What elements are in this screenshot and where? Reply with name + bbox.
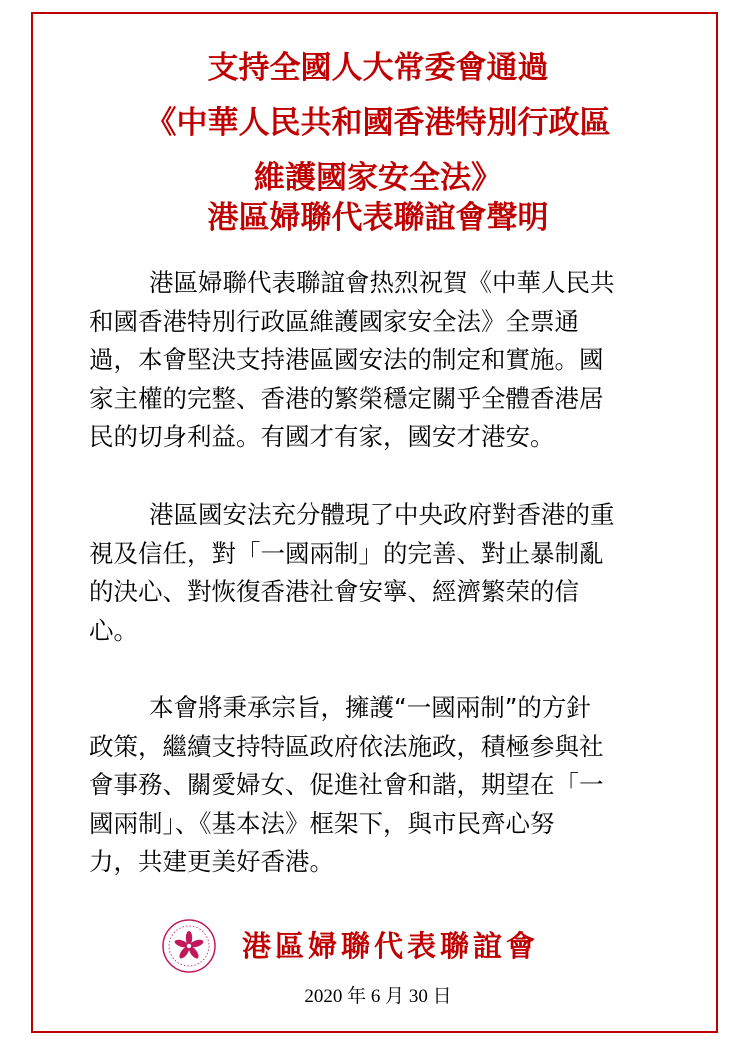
paragraph-line: 力，共建更美好香港。 (89, 847, 334, 876)
paragraph-line: 心。 (89, 615, 138, 645)
paragraph-line: 過，本會堅決支持港區國安法的制定和實施。國 (89, 345, 604, 374)
paragraph-3 (89, 689, 697, 882)
paragraph-line: 會事務、關愛婦女、促進社會和諧，期望在「一 (89, 770, 604, 799)
title-line-4: 港區婦聯代表聯誼會聲明 (207, 200, 549, 236)
paragraph-line: 民的切身利益。有國才有家，國安才港安。 (89, 422, 555, 451)
paragraph-line: 視及信任，對「一國兩制」的完善、對止暴制亂 (89, 538, 604, 568)
paragraph-line: 的決心、對恢復香港社會安寧、經濟繁荣的信 (89, 577, 579, 606)
statement-date: 2020 年 6 月 30 日 (304, 986, 452, 1007)
organization-name: 港區婦聯代表聯誼會 (242, 929, 540, 963)
paragraph-line: 國兩制」、《基本法》框架下，與市民齊心努 (89, 808, 555, 838)
paragraph-line: 本會將秉承宗旨，擁護“一國兩制”的方針 (149, 693, 591, 722)
paragraph-line: 和國香港特別行政區維護國家安全法》全票通 (89, 306, 579, 336)
paragraph-line: 港區婦聯代表聯誼會热烈祝賀《中華人民共 (149, 268, 615, 297)
organization-emblem-icon (161, 918, 217, 974)
title-line-1: 支持全國人大常委會通過 (207, 50, 549, 86)
paragraph-2 (89, 496, 697, 650)
title-line-2: 《中華人民共和國香港特別行政區 (145, 105, 611, 141)
title-line-3: 維護國家安全法》 (254, 160, 502, 196)
paragraph-1 (89, 264, 697, 457)
paragraph-line: 政策，繼續支持特區政府依法施政，積極参與社 (89, 731, 604, 761)
paragraph-line: 港區國安法充分體現了中央政府對香港的重 (149, 500, 615, 529)
paragraph-line: 家主權的完整、香港的繁榮穩定關乎全體香港居 (89, 383, 604, 413)
